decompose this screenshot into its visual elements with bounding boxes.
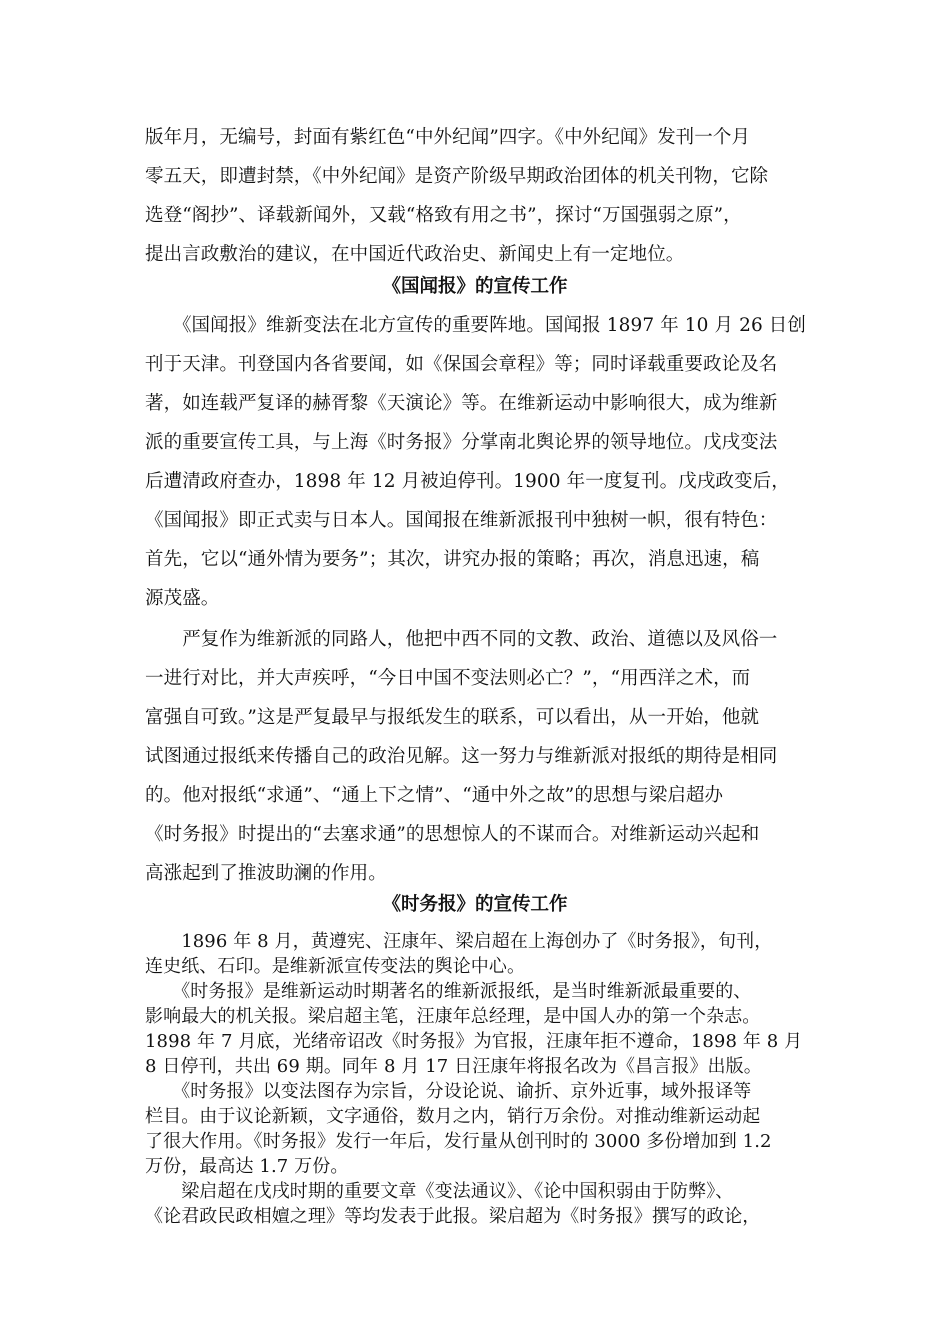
text-line: 《论君政民政相嬗之理》等均发表于此报。梁启超为《时务报》撰写的政论， <box>145 1206 761 1227</box>
text-line: 1898 年 7 月底，光绪帝诏改《时务报》为官报，汪康年拒不遵命，1898 年 8 月 <box>145 1031 803 1052</box>
text-line: 版年月，无编号，封面有紫红色“中外纪闻”四字。《中外纪闻》发刊一个月 <box>145 127 751 148</box>
text-line: 刊于天津。刊登国内各省要闻，如《保国会章程》等；同时译载重要政论及名 <box>145 354 778 375</box>
text-line: 连史纸、石印。是维新派宣传变法的舆论中心。 <box>145 956 526 977</box>
text-line: 零五天，即遭封禁，《中外纪闻》是资产阶级早期政治团体的机关刊物，它除 <box>145 166 769 187</box>
text-line: 1896 年 8 月，黄遵宪、汪康年、梁启超在上海创办了《时务报》，旬刊， <box>145 931 773 952</box>
text-line: 万份，最高达 1.7 万份。 <box>145 1156 349 1177</box>
text-line: 后遭清政府查办，1898 年 12 月被迫停刊。1900 年一度复刊。戊戌政变后， <box>145 471 790 492</box>
section-heading-guowenbao: 《国闻报》的宣传工作 <box>382 276 568 297</box>
text-line: 《国闻报》维新变法在北方宣传的重要阵地。国闻报 1897 年 10 月 26 日创 <box>145 315 806 336</box>
text-line: 富强自可致。”这是严复最早与报纸发生的联系，可以看出，从一开始，他就 <box>145 707 760 728</box>
text-line: 《时务报》以变法图存为宗旨，分设论说、谕折、京外近事，域外报译等 <box>145 1081 752 1102</box>
text-line: 的。他对报纸“求通”、“通上下之情”、“通中外之故”的思想与梁启超办 <box>145 785 724 806</box>
text-line: 影响最大的机关报。梁启超主笔，汪康年总经理，是中国人办的第一个杂志。 <box>145 1006 761 1027</box>
text-line: 高涨起到了推波助澜的作用。 <box>145 863 387 884</box>
text-line: 严复作为维新派的同路人，他把中西不同的文教、政治、道德以及风俗一 <box>145 629 778 650</box>
text-line: 提出言政敷治的建议，在中国近代政治史、新闻史上有一定地位。 <box>145 244 685 265</box>
text-line: 栏目。由于议论新颖，文字通俗，数月之内，销行万余份。对推动维新运动起 <box>145 1106 761 1127</box>
text-line: 试图通过报纸来传播自己的政治见解。这一努力与维新派对报纸的期待是相同 <box>145 746 778 767</box>
text-line: 8 日停刊，共出 69 期。同年 8 月 17 日汪康年将报名改为《昌言报》出版。 <box>145 1056 762 1077</box>
section-heading-shiwubao: 《时务报》的宣传工作 <box>382 894 568 915</box>
text-line: 了很大作用。《时务报》发行一年后，发行量从创刊时的 3000 多份增加到 1.2 <box>145 1131 772 1152</box>
text-line: 梁启超在戊戌时期的重要文章《变法通议》、《论中国积弱由于防弊》、 <box>145 1181 734 1202</box>
text-line: 《国闻报》即正式卖与日本人。国闻报在维新派报刊中独树一帜，很有特色： <box>145 510 778 531</box>
text-line: 《时务报》时提出的“去塞求通”的思想惊人的不谋而合。对维新运动兴起和 <box>145 824 760 845</box>
text-line: 一进行对比，并大声疾呼，“今日中国不变法则必亡？”，“用西洋之术，而 <box>145 668 751 689</box>
text-line: 派的重要宣传工具，与上海《时务报》分掌南北舆论界的领导地位。戊戌变法 <box>145 432 778 453</box>
text-line: 首先，它以“通外情为要务”；其次，讲究办报的策略；再次，消息迅速，稿 <box>145 549 760 570</box>
text-line: 源茂盛。 <box>145 588 220 609</box>
text-line: 《时务报》是维新运动时期著名的维新派报纸，是当时维新派最重要的、 <box>145 981 752 1002</box>
text-line: 著，如连载严复译的赫胥黎《天演论》等。在维新运动中影响很大，成为维新 <box>145 393 778 414</box>
text-line: 选登“阁抄”、译载新闻外，又载“格致有用之书”，探讨“万国强弱之原”， <box>145 205 742 226</box>
